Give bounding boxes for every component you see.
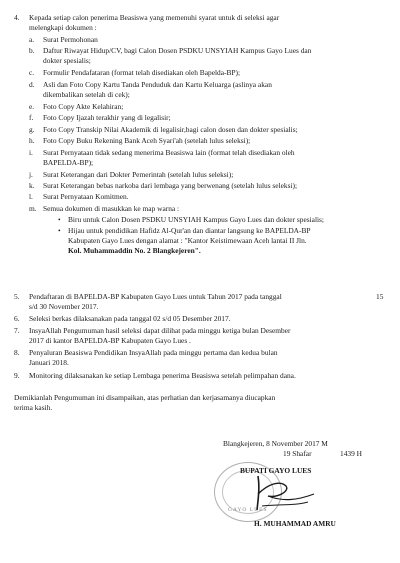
list-key: g. bbox=[29, 125, 35, 134]
hijri-date-day: 19 Shafar bbox=[283, 449, 312, 458]
list-key: b. bbox=[29, 46, 35, 55]
signatory-name: H. MUHAMMAD AMRU bbox=[254, 519, 336, 528]
list-item: Foto Copy Ijazah terakhir yang di legalisir; bbox=[43, 113, 171, 122]
item-number: 5. bbox=[14, 292, 20, 301]
list-key: k. bbox=[29, 181, 35, 190]
item-text: Kepada setiap calon penerima Beasiswa yang memenuhi syarat untuk di seleksi agar bbox=[29, 13, 280, 22]
list-key: a. bbox=[29, 35, 35, 44]
list-key: d. bbox=[29, 80, 35, 89]
item-text: s/d 30 November 2017. bbox=[29, 302, 99, 311]
item-number: 9. bbox=[14, 371, 20, 380]
bullet-text: Biru untuk Calon Dosen PSDKU UNSYIAH Kampus Gayo Lues dan dokter spesialis; bbox=[68, 215, 324, 224]
list-item: BAPELDA-BP); bbox=[43, 158, 94, 167]
list-key: c. bbox=[29, 68, 35, 77]
list-item: Foto Copy Buku Rekening Bank Aceh Syari'ah (setelah lulus seleksi); bbox=[43, 136, 251, 145]
list-item: Formulir Pendafataran (format telah disediakan oleh Bapelda-BP); bbox=[43, 68, 241, 77]
bullet-text: Hijau untuk pendidikan Hafidz Al-Qur'an dan diantar langsung ke BAPELDA-BP bbox=[68, 226, 311, 235]
list-item: Foto Copy Transkip Nilai Akademik di legalisir,bagi calon dosen dan dokter spesialis; bbox=[43, 125, 298, 134]
hijri-date-year: 1439 H bbox=[340, 449, 362, 458]
item-number: 6. bbox=[14, 314, 20, 323]
item-text: Seleksi berkas dilaksanakan pada tanggal 02 s/d 05 Desember 2017. bbox=[29, 314, 231, 323]
list-key: f. bbox=[29, 113, 34, 122]
item-text: 2017 di kantor BAPELDA-BP Kabupaten Gayo Lues . bbox=[29, 336, 191, 345]
list-item: Surat Pernyataan tidak sedang menerima Beasiswa lain (format telah disediakan oleh bbox=[43, 148, 295, 157]
list-item: dokter spesialis; bbox=[43, 56, 91, 65]
list-item: dikembalikan setelah di cek); bbox=[43, 90, 130, 99]
list-item: Foto Copy Akte Kelahiran; bbox=[43, 102, 124, 111]
item-number: 8. bbox=[14, 348, 20, 357]
item-text: 15 bbox=[376, 292, 384, 301]
list-key: j. bbox=[29, 170, 33, 179]
list-item: Asli dan Foto Copy Kartu Tanda Penduduk dan Kartu Keluarga (aslinya akan bbox=[43, 80, 272, 89]
item-number: 7. bbox=[14, 326, 20, 335]
list-item: Surat Permohonan bbox=[43, 35, 98, 44]
list-key: i. bbox=[29, 148, 33, 157]
bullet-icon: • bbox=[58, 215, 61, 224]
item-text: Pendaftaran di BAPELDA-BP Kabupaten Gayo Lues untuk Tahun 2017 pada tanggal bbox=[29, 292, 282, 301]
seal-text: GAYO LUES bbox=[228, 507, 268, 513]
item-text: Penyaluran Beasiswa Pendidikan InsyaAllah pada minggu pertama dan kedua bulan bbox=[29, 348, 278, 357]
list-item: Surat Keterangan bebas narkoba dari lembaga yang berwenang (setelah lulus seleksi); bbox=[43, 181, 298, 190]
place-date: Blangkejeren, 8 November 2017 M bbox=[223, 439, 328, 448]
bullet-text: Kabupaten Gayo Lues dengan alamat : "Kantor Keistimewaan Aceh lantai II Jln. bbox=[68, 236, 307, 245]
item-text: InsyaAllah Pengumuman hasil seleksi dapat dilihat pada minggu ketiga bulan Desember bbox=[29, 326, 291, 335]
bullet-icon: • bbox=[58, 226, 61, 235]
signatory-title: BUPATI GAYO LUES bbox=[240, 466, 312, 475]
list-item: Surat Pernyataan Komitmen. bbox=[43, 192, 129, 201]
list-key: h. bbox=[29, 136, 35, 145]
list-item: Surat Keterangan dari Dokter Pemerintah (setelah lulus seleksi); bbox=[43, 170, 234, 179]
list-key: m. bbox=[29, 204, 37, 213]
list-item: Semua dokumen di masukkan ke map warna : bbox=[43, 204, 180, 213]
item-text: Monitoring dilaksanakan ke setiap Lembaga penerima Beasiswa setelah pelimpahan dana. bbox=[29, 371, 296, 380]
list-item: Daftur Riwayat Hidup/CV, bagi Calon Dosen PSDKU UNSYIAH Kampus Gayo Lues dan bbox=[43, 46, 312, 55]
item-number: 4. bbox=[14, 13, 20, 22]
bullet-text: Kol. Muhammaddin No. 2 Blangkejeren". bbox=[68, 246, 201, 255]
item-text: Januari 2018. bbox=[29, 358, 69, 367]
list-key: l. bbox=[29, 192, 33, 201]
closing-text: Demikianlah Pengumuman ini disampaikan, atas perhatian dan kerjasamanya diucapkan bbox=[14, 393, 276, 402]
list-key: e. bbox=[29, 102, 35, 111]
closing-text: terima kasih. bbox=[14, 403, 53, 412]
handwritten-signature bbox=[228, 466, 338, 516]
item-text: melengkapi dokumen : bbox=[29, 23, 97, 32]
